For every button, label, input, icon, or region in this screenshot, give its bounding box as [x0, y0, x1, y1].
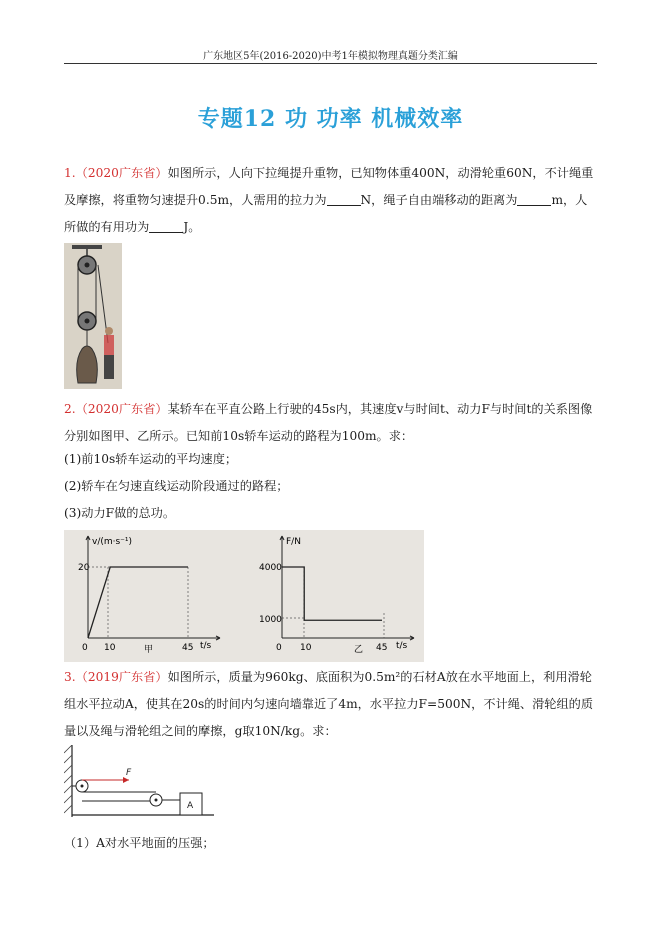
wall-hatching — [64, 745, 72, 813]
velocity-time-chart — [78, 536, 220, 655]
question-3 — [64, 664, 599, 745]
charts-photo — [64, 530, 424, 662]
chart2-ylabel: F/N — [286, 537, 301, 547]
force-time-chart — [259, 536, 414, 655]
answer-blank-3[interactable] — [149, 218, 183, 233]
question-2 — [64, 396, 599, 450]
answer-blank-1[interactable] — [327, 191, 361, 206]
chart1-xlabel: t/s — [200, 641, 212, 651]
chart2-xtick-10: 10 — [300, 643, 312, 653]
question-2-number: 2.（2020广东省） — [64, 402, 168, 416]
question-3-sub-1: （1）A对水平地面的压强； — [64, 836, 215, 850]
page-title: 专题12 功 功率 机械效率 — [197, 106, 464, 132]
answer-blank-2[interactable] — [517, 191, 551, 206]
chart2-ytick-1000: 1000 — [259, 615, 282, 625]
force-label: F — [126, 768, 132, 778]
pulley-illustration — [64, 243, 122, 389]
chart1-ytick-20: 20 — [78, 563, 90, 573]
page-header: 广东地区5年(2016-2020)中考1年模拟物理真题分类汇编 — [203, 51, 458, 62]
question-2-sub-3: (3)动力F做的总功。 — [64, 506, 176, 520]
chart1-xtick-0: 0 — [82, 643, 88, 653]
question-1-text-c: m，人所做的有用功为 — [64, 193, 588, 234]
question-2-sub-1: (1)前10s轿车运动的平均速度； — [64, 452, 238, 466]
question-2-sub-2: (2)轿车在匀速直线运动阶段通过的路程； — [64, 479, 289, 493]
question-1-text-b: N，绳子自由端移动的距离为 — [360, 193, 518, 207]
question-3-text: 如图所示，质量为960kg、底面积为0.5m²的石材A放在水平地面上，利用滑轮组水平拉动A，使其在20s的时间内匀速向墙靠近了4m，水平拉力F=500N，不计绳、滑轮组的质量以及绳与滑轮组之间的摩擦，g取10N/kg。求： — [64, 670, 594, 738]
chart1-ylabel: v/(m·s⁻¹) — [92, 537, 133, 547]
chart1-xtick-10: 10 — [104, 643, 116, 653]
chart2-xtick-0: 0 — [276, 643, 282, 653]
chart1-series-line — [88, 567, 188, 638]
charts-svg — [64, 530, 424, 662]
pulley-block-diagram — [64, 745, 214, 817]
question-3-number: 3.（2019广东省） — [64, 670, 168, 684]
chart2-xlabel: t/s — [396, 641, 408, 651]
question-2-text: 某轿车在平直公路上行驶的45s内，其速度v与时间t、动力F与时间t的关系图像分别如图甲、乙所示。已知前10s轿车运动的路程为100m。求： — [64, 402, 593, 443]
chart2-xtick-45: 45 — [376, 643, 388, 653]
pulley-photo — [64, 243, 122, 389]
question-1-number: 1.（2020广东省） — [64, 166, 168, 180]
question-1 — [64, 160, 599, 241]
chart2-caption: 乙 — [354, 645, 364, 655]
header-rule — [64, 63, 597, 64]
question-1-text-a: 如图所示，人向下拉绳提升重物，已知物体重400N，动滑轮重60N，不计绳重及摩擦，将重物匀速提升0.5m，人需用的拉力为 — [64, 166, 594, 207]
chart2-ytick-4000: 4000 — [259, 563, 282, 573]
block-a-label: A — [187, 801, 194, 811]
chart2-series-line — [282, 567, 382, 620]
pulley-block-svg — [64, 745, 214, 817]
question-1-text-d: J。 — [183, 220, 201, 234]
chart1-caption: 甲 — [144, 645, 154, 655]
chart1-xtick-45: 45 — [182, 643, 194, 653]
